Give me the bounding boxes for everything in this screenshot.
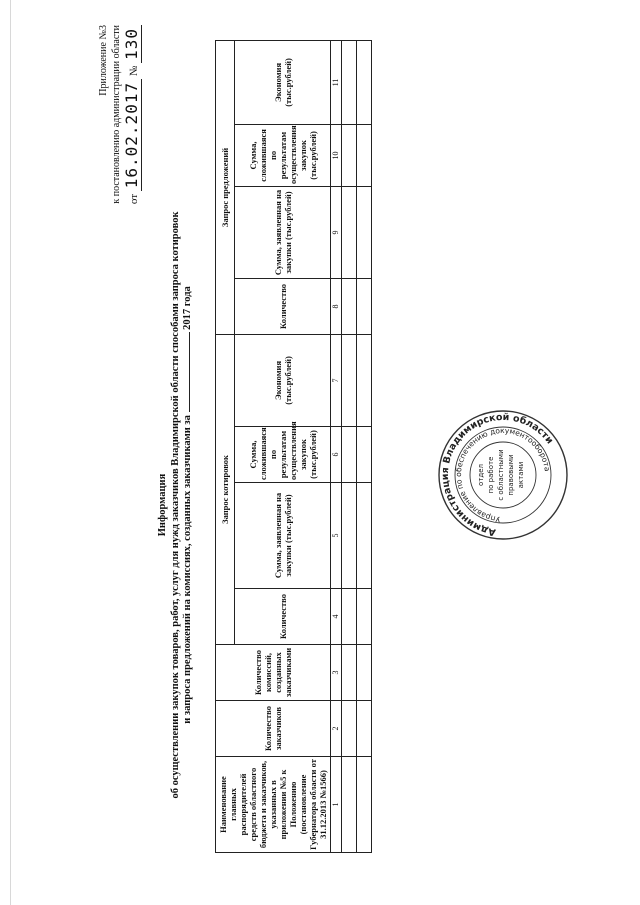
quotes-count-header: Количество	[235, 589, 331, 645]
empty-cell	[357, 334, 372, 426]
empty-cell	[342, 701, 357, 757]
date-prefix: от	[128, 193, 140, 205]
official-seal	[435, 407, 571, 543]
column-number: 1	[331, 757, 342, 853]
empty-cell	[357, 701, 372, 757]
column-number: 9	[331, 186, 342, 278]
empty-cell	[342, 645, 357, 701]
page-edge	[10, 0, 11, 905]
header-row-groups	[216, 40, 235, 852]
column-number: 4	[331, 589, 342, 645]
column-number: 11	[331, 40, 342, 124]
seal-center-line-1: отдел	[477, 464, 485, 486]
date-value: 16.02.2017	[122, 79, 142, 191]
column-number: 5	[331, 483, 342, 589]
empty-cell	[357, 278, 372, 334]
empty-cell	[342, 589, 357, 645]
header-group-quotes: Запрос котировок	[216, 334, 235, 644]
subtitle-2-part-b: 2017 года	[182, 286, 193, 330]
appendix-reference: к постановлению администрации области	[111, 25, 122, 204]
column-number: 7	[331, 334, 342, 426]
document-title: Информация	[157, 473, 168, 537]
document-number: 130	[122, 25, 142, 63]
seal-center-line-5: актами	[517, 461, 525, 489]
seal-outer-text: Администрация Владимирской области	[439, 411, 556, 538]
proposals-concluded-header: Сумма, сложившаяся по результатам осуществления закупок (тыс.рублей)	[235, 124, 331, 186]
seal-center-line-3: с областными	[497, 449, 505, 501]
header-commissions-count: Количество комиссий, созданных заказчиками	[216, 645, 331, 701]
empty-cell	[357, 645, 372, 701]
proposals-savings-header: Экономия (тыс.рублей)	[235, 40, 331, 124]
empty-cell	[357, 427, 372, 483]
empty-cell	[357, 483, 372, 589]
empty-cell	[342, 124, 357, 186]
appendix-block	[97, 25, 141, 295]
report-table	[215, 40, 372, 853]
seal-inner-text: Управление по обеспечению документооборота	[453, 425, 552, 524]
document-subtitle-1: об осуществлении закупок товаров, работ, услуг для нужд заказчиков Владимирской области способами запроса котировок	[169, 211, 181, 799]
empty-cell	[342, 40, 357, 124]
empty-cell	[342, 483, 357, 589]
empty-cell	[357, 757, 372, 853]
column-number: 6	[331, 427, 342, 483]
rotated-page	[15, 15, 615, 895]
empty-cell	[342, 334, 357, 426]
seal-center-line-2: по работе	[487, 456, 495, 494]
number-sign: №	[128, 65, 140, 77]
empty-cell	[342, 427, 357, 483]
proposals-count-header: Количество	[235, 278, 331, 334]
period-blank-line	[189, 332, 190, 412]
header-name: Наименование главных распорядителей средств областного бюджета и заказчиков, указанных в приложении №5 к Положению (постановление Губернатора области от 31.12.2013 №1566)	[216, 757, 331, 853]
empty-cell	[342, 186, 357, 278]
column-number: 8	[331, 278, 342, 334]
empty-data-row	[342, 40, 357, 852]
quotes-concluded-header: Сумма, сложившаяся по результатам осуществления закупок (тыс.рублей)	[235, 427, 331, 483]
document-heading	[157, 195, 195, 815]
appendix-date-line	[122, 25, 141, 295]
column-number: 2	[331, 701, 342, 757]
empty-cell	[342, 757, 357, 853]
proposals-declared-header: Сумма, заявленная на закупки (тыс.рублей)	[235, 186, 331, 278]
empty-cell	[357, 124, 372, 186]
empty-cell	[357, 186, 372, 278]
empty-data-row	[357, 40, 372, 852]
empty-cell	[357, 40, 372, 124]
quotes-declared-header: Сумма, заявленная на закупки (тыс.рублей)	[235, 483, 331, 589]
column-number-row	[331, 40, 342, 852]
column-number: 3	[331, 645, 342, 701]
column-number: 10	[331, 124, 342, 186]
quotes-savings-header: Экономия (тыс.рублей)	[235, 334, 331, 426]
header-customers-count: Количество заказчиков	[216, 701, 331, 757]
appendix-label: Приложение №3	[98, 25, 109, 96]
empty-cell	[342, 278, 357, 334]
subtitle-2-part-a: и запроса предложений на комиссиях, созданных заказчиками за	[182, 415, 193, 724]
seal-center-line-4: правовыми	[507, 454, 515, 496]
empty-cell	[357, 589, 372, 645]
header-group-proposals: Запрос предложений	[216, 40, 235, 334]
document-subtitle-2	[182, 195, 195, 815]
